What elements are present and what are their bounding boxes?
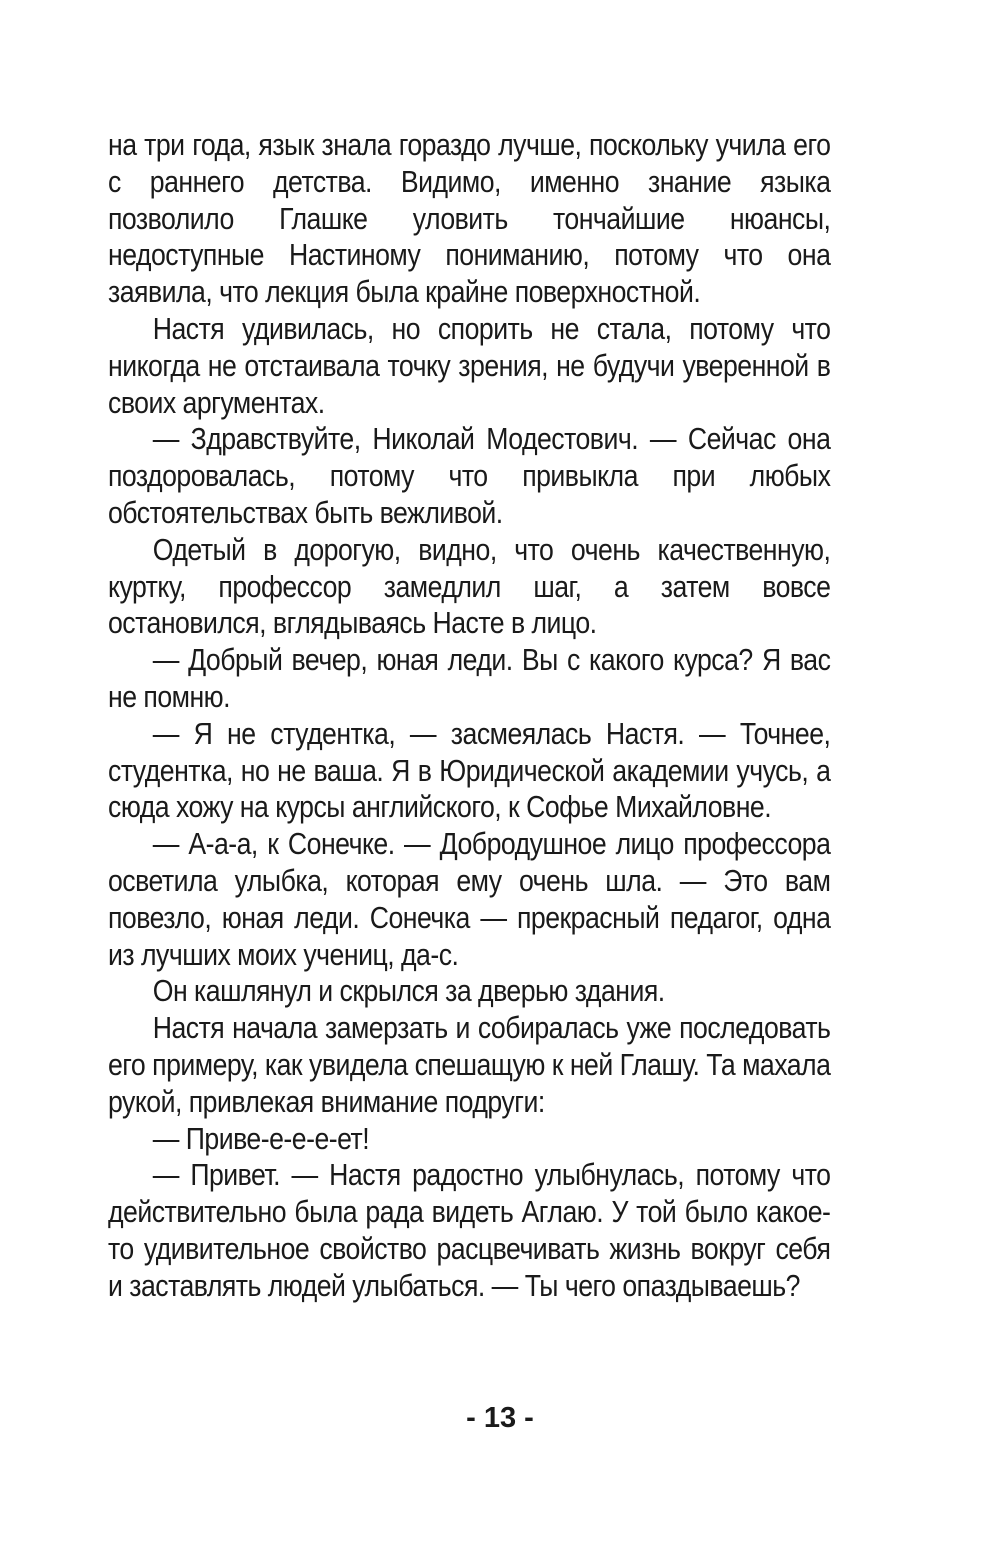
paragraph: — Добрый вечер, юная леди. Вы с какого курса? Я вас не помню. (108, 642, 831, 714)
paragraph: Одетый в дорогую, видно, что очень качественную, куртку, профессор замедлил шаг, а затем вовсе остановился, вглядываясь Насте в лицо. (108, 531, 831, 641)
paragraph: — Приве-е-е-е-ет! (152, 1120, 370, 1156)
paragraph: — Здравствуйте, Николай Модестович. — Сейчас она поздоровалась, потому что привыкла при любых обстоятельствах быть вежливой. (108, 421, 831, 530)
page-number: - 13 - (466, 1402, 534, 1434)
paragraph: Он кашлянул и скрылся за дверью здания. (152, 973, 665, 1009)
paragraph: на три года, язык знала гораздо лучше, поскольку учила его с раннего детства. Видимо, именно знание языка позволило Глашке уловить тончайшие нюансы, недоступные Настиному пониманию, потому что она заявила, что лекция была крайне поверхностной. (108, 127, 831, 310)
paragraph: Настя удивилась, но спорить не стала, потому что никогда не отстаивала точку зрения, не будучи уверенной в своих аргументах. (108, 310, 831, 420)
paragraph: — Я не студентка, — засмеялась Настя. — Точнее, студентка, но не ваша. Я в Юридической академии учусь, а сюда хожу на курсы английского, к Софье Михайловне. (108, 715, 831, 825)
body-text (108, 127, 830, 1305)
paragraph: Настя начала замерзать и собиралась уже последовать его примеру, как увидела спешащую к ней Глашу. Та махала рукой, привлекая внимание подруги: (108, 1010, 831, 1119)
paragraph: — Привет. — Настя радостно улыбнулась, потому что действительно была рада видеть Аглаю. У той было какое-то удивительное свойство расцвечивать жизнь вокруг себя и заставлять людей улыбаться. — Ты чего опаздываешь? (108, 1157, 831, 1303)
paragraph: — А-а-а, к Сонечке. — Добродушное лицо профессора осветила улыбка, которая ему очень шла. — Это вам повезло, юная леди. Сонечка — прекрасный педагог, одна из лучших моих учениц, да-с. (108, 826, 831, 972)
